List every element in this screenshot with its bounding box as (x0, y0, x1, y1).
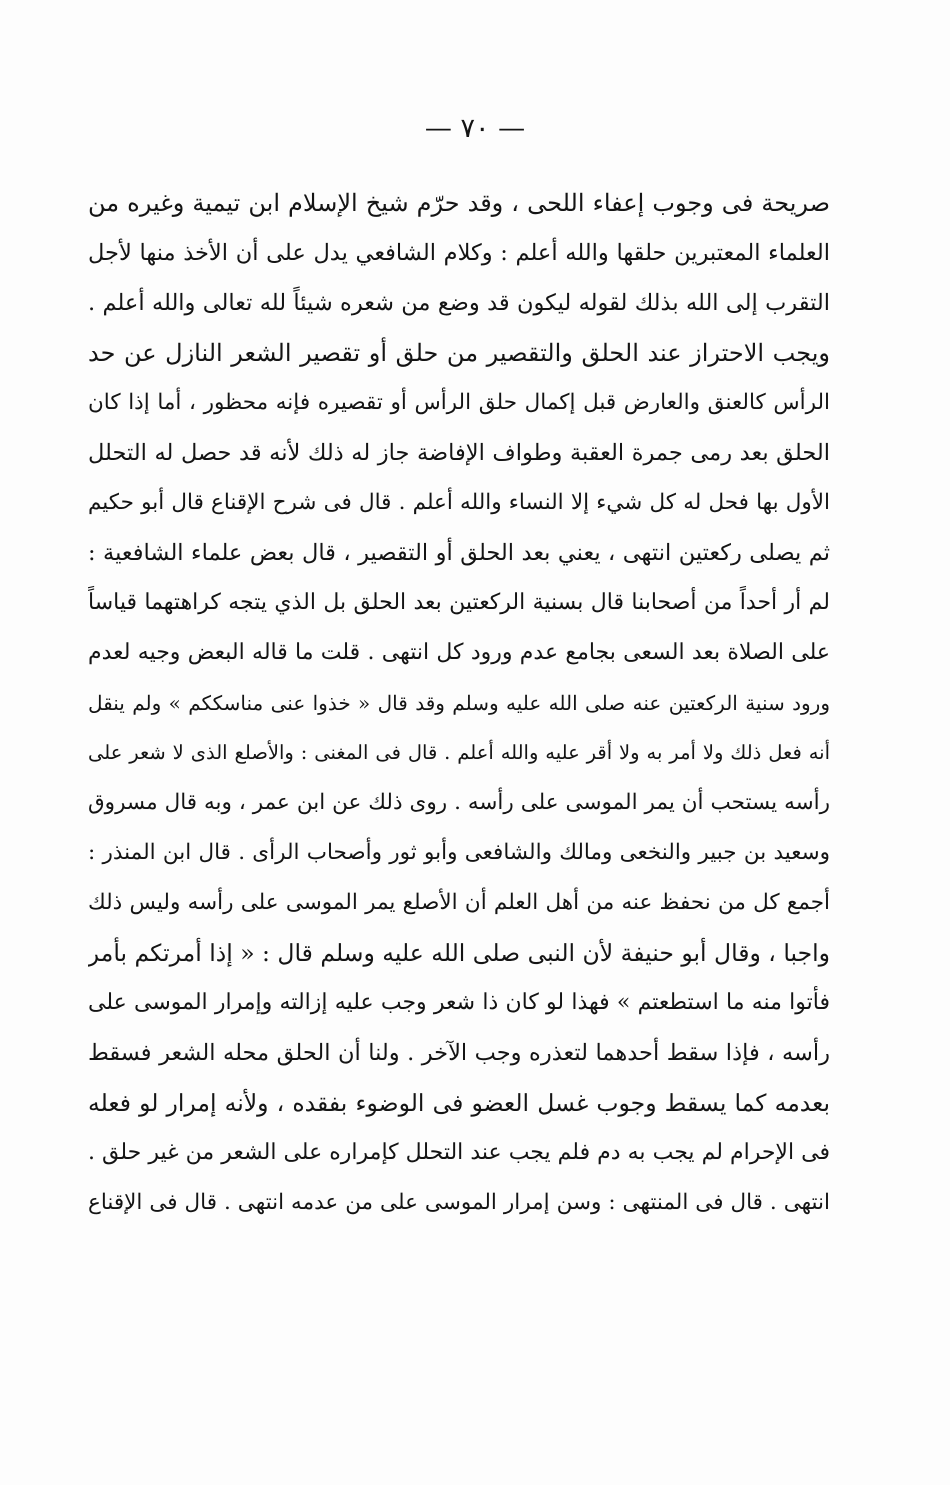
text-line: واجبا ، وقال أبو حنيفة لأن النبى صلى الله عليه وسلم قال : « إذا أمرتكم بأمر (88, 939, 830, 967)
body-text (88, 178, 830, 1228)
text-line: الحلق بعد رمى جمرة العقبة وطواف الإفاضة جاز له ذلك لأنه قد حصل له التحلل (88, 440, 830, 466)
text-line: على الصلاة بعد السعى بجامع عدم ورود كل انتهى . قلت ما قاله البعض وجيه لعدم (88, 640, 830, 665)
text-line: فأتوا منه ما استطعتم » فهذا لو كان ذا شعر وجب عليه إزالته وإمرار الموسى على (88, 990, 830, 1015)
text-line: رأسه ، فإذا سقط أحدهما لتعذره وجب الآخر . ولنا أن الحلق محله الشعر فسقط (88, 1040, 830, 1066)
text-line: وسعيد بن جبير والنخعى ومالك والشافعى وأبو ثور وأصحاب الرأى . قال ابن المنذر : (88, 840, 830, 865)
text-line: أنه فعل ذلك ولا أمر به ولا أقر عليه والله أعلم . قال فى المغنى : والأصلع الذى لا شعر على (88, 741, 830, 764)
text-line: بعدمه كما يسقط وجوب غسل العضو فى الوضوء بفقده ، ولأنه إمرار لو فعله (88, 1089, 830, 1117)
text-line: الرأس كالعنق والعارض قبل إكمال حلق الرأس أو تقصيره فإنه محظور ، أما إذا كان (88, 390, 830, 415)
text-line: ثم يصلى ركعتين انتهى ، يعني بعد الحلق أو التقصير ، قال بعض علماء الشافعية : (88, 540, 830, 566)
text-line: رأسه يستحب أن يمر الموسى على رأسه . روى ذلك عن ابن عمر ، وبه قال مسروق (88, 790, 830, 815)
text-line: أجمع كل من نحفظ عنه من أهل العلم أن الأصلع يمر الموسى على رأسه وليس ذلك (88, 890, 830, 915)
page-number: — ٧٠ — (424, 113, 526, 144)
text-line: الأول بها فحل له كل شيء إلا النساء والله أعلم . قال فى شرح الإقناع قال أبو حكيم (88, 490, 830, 515)
text-line: انتهى . قال فى المنتهى : وسن إمرار الموسى على من عدمه انتهى . قال فى الإقناع (88, 1190, 830, 1215)
text-line: العلماء المعتبرين حلقها والله أعلم : وكلام الشافعي يدل على أن الأخذ منها لأجل (88, 240, 830, 266)
text-line: لم أر أحداً من أصحابنا قال بسنية الركعتين بعد الحلق بل الذي يتجه كراهتهما قياساً (88, 590, 830, 615)
text-line: فى الإحرام لم يجب به دم فلم يجب عند التحلل كإمراره على الشعر من غير حلق . (88, 1140, 830, 1165)
text-line: ورود سنية الركعتين عنه صلى الله عليه وسلم وقد قال « خذوا عنى مناسككم » ولم ينقل (88, 691, 830, 715)
text-line: ويجب الاحتراز عند الحلق والتقصير من حلق أو تقصير الشعر النازل عن حد (88, 339, 830, 367)
text-line: التقرب إلى الله بذلك لقوله ليكون قد وضع من شعره شيئاً لله تعالى والله أعلم . (88, 290, 830, 316)
text-line: صريحة فى وجوب إعفاء اللحى ، وقد حرّم شيخ الإسلام ابن تيمية وغيره من (88, 189, 830, 217)
